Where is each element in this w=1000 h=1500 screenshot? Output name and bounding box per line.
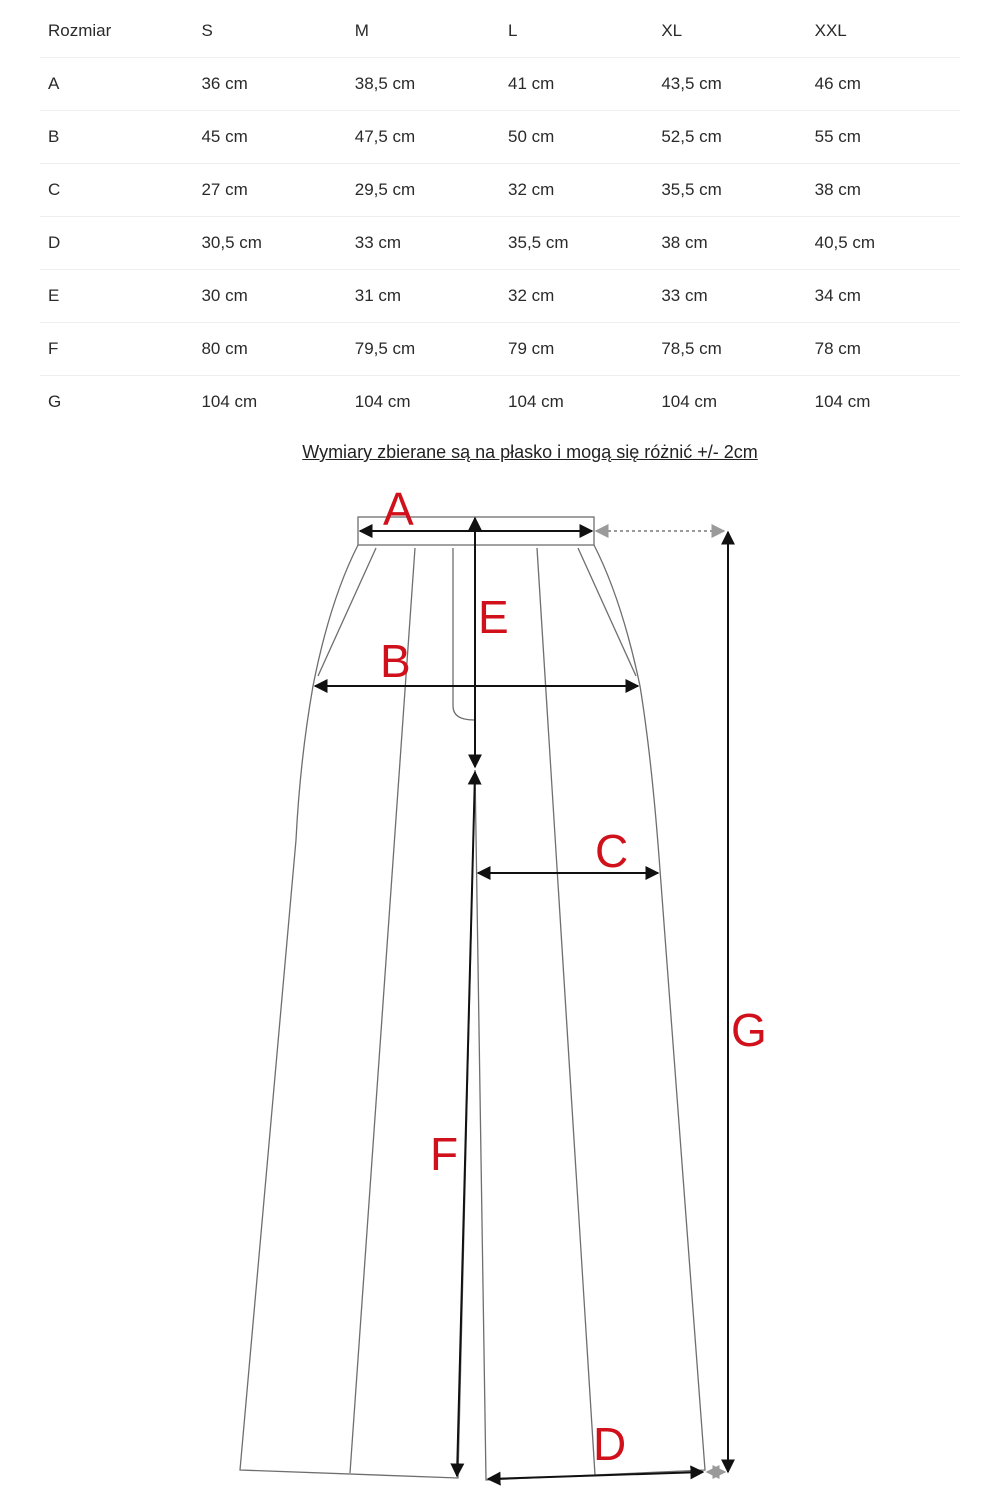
table-cell: 104 cm xyxy=(661,392,718,411)
table-cell: 104 cm xyxy=(354,392,411,411)
dotted-guides xyxy=(596,531,725,1472)
table-cell: F xyxy=(40,323,193,376)
table-cell: A xyxy=(40,58,193,111)
table-cell: E xyxy=(40,270,193,323)
table-cell: 40,5 cm xyxy=(807,217,960,270)
header-cell: M xyxy=(347,5,500,58)
table-cell: 27 cm xyxy=(193,164,346,217)
label-e: E xyxy=(478,591,509,643)
table-cell: 50 cm xyxy=(500,111,653,164)
table-header-row xyxy=(40,5,960,58)
table-cell: 104 cm xyxy=(814,392,871,411)
table-row xyxy=(40,58,960,111)
table-cell: C xyxy=(40,164,193,217)
header-cell: Rozmiar xyxy=(40,5,193,58)
table-row xyxy=(40,323,960,376)
label-c: C xyxy=(595,825,629,877)
label-b: B xyxy=(380,635,411,687)
table-cell: 35,5 cm xyxy=(500,217,653,270)
measurement-labels xyxy=(380,483,767,1470)
table-cell: 55 cm xyxy=(807,111,960,164)
table-cell: 52,5 cm xyxy=(653,111,806,164)
table-row xyxy=(40,217,960,270)
table-cell: 38 cm xyxy=(653,217,806,270)
header-cell: XL xyxy=(653,5,806,58)
table-cell: 30,5 cm xyxy=(193,217,346,270)
measurement-note: Wymiary zbierane są na płasko i mogą się różnić +/- 2cm xyxy=(302,442,758,462)
table-cell: 29,5 cm xyxy=(347,164,500,217)
table-cell: D xyxy=(40,217,193,270)
label-d: D xyxy=(593,1418,627,1470)
table-cell: 32 cm xyxy=(500,270,653,323)
table-cell: 46 cm xyxy=(807,58,960,111)
label-f: F xyxy=(430,1128,459,1180)
table-cell: 43,5 cm xyxy=(653,58,806,111)
right-crease xyxy=(537,548,595,1475)
table-cell: 33 cm xyxy=(347,217,500,270)
header-cell: XXL xyxy=(807,5,960,58)
table-cell: 31 cm xyxy=(347,270,500,323)
table-row xyxy=(40,376,960,429)
table-row xyxy=(40,111,960,164)
header-cell: S xyxy=(193,5,346,58)
table-cell: 78,5 cm xyxy=(653,323,806,376)
arrow-f xyxy=(457,772,475,1476)
table-cell: 38,5 cm xyxy=(347,58,500,111)
table-cell: 32 cm xyxy=(500,164,653,217)
table-cell: 30 cm xyxy=(193,270,346,323)
table-cell: 36 cm xyxy=(193,58,346,111)
label-a: A xyxy=(383,483,414,535)
trousers-outline xyxy=(240,517,705,1480)
trousers-diagram xyxy=(0,480,1000,1500)
right-pocket xyxy=(578,548,636,676)
table-row xyxy=(40,270,960,323)
header-cell: L xyxy=(500,5,653,58)
table-cell: B xyxy=(40,111,193,164)
table-cell: 33 cm xyxy=(653,270,806,323)
table-cell: 38 cm xyxy=(807,164,960,217)
size-chart-table xyxy=(40,5,960,428)
table-cell: 35,5 cm xyxy=(653,164,806,217)
table-cell: 78 cm xyxy=(807,323,960,376)
table-cell: 79,5 cm xyxy=(347,323,500,376)
table-cell: 41 cm xyxy=(500,58,653,111)
table-cell: 104 cm xyxy=(508,392,564,411)
label-g: G xyxy=(731,1004,767,1056)
fly xyxy=(453,548,474,720)
table-row xyxy=(40,164,960,217)
table-cell: 104 cm xyxy=(201,392,258,411)
table-cell: 47,5 cm xyxy=(347,111,500,164)
table-cell: G xyxy=(48,392,62,411)
table-cell: 79 cm xyxy=(500,323,653,376)
table-cell: 80 cm xyxy=(193,323,346,376)
measurement-arrows xyxy=(315,518,728,1479)
table-cell: 34 cm xyxy=(807,270,960,323)
table-cell: 45 cm xyxy=(193,111,346,164)
